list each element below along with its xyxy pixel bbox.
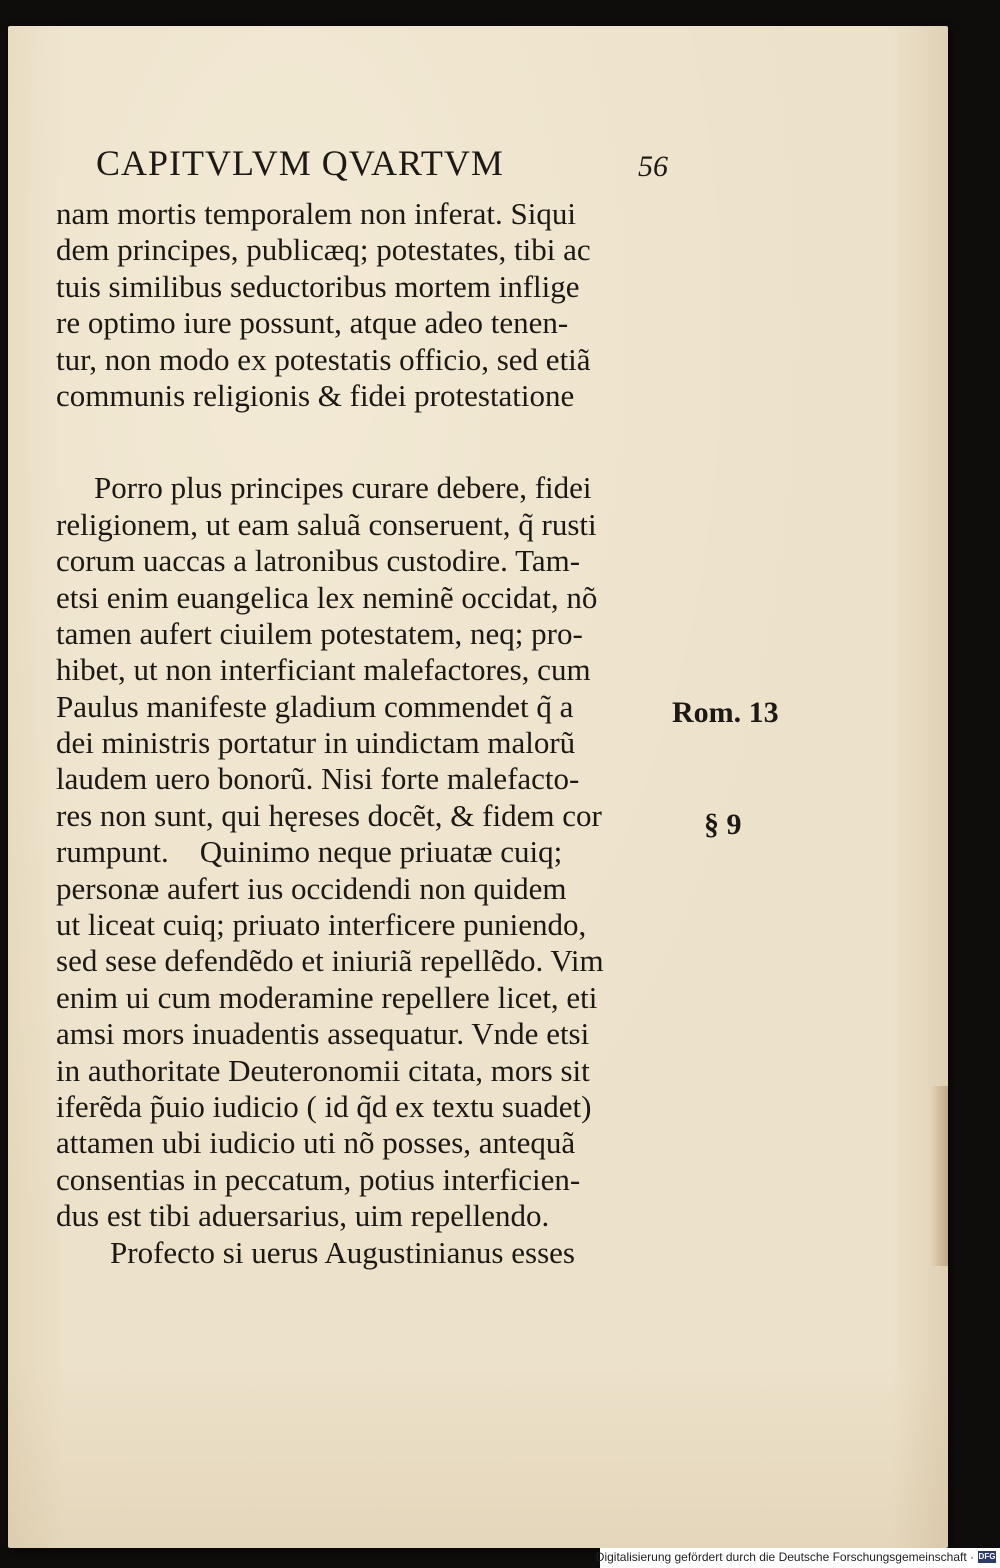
digitization-credit: Digitalisierung gefördert durch die Deutsche Forschungsgemeinschaft · — [595, 1550, 974, 1564]
text-line: communis religionis & fidei protestatione — [56, 377, 575, 413]
text-line: rumpunt. Quinimo neque priuatæ cuiq; — [56, 834, 563, 870]
text-line: enim ui cum moderamine repellere licet, eti — [56, 979, 598, 1015]
text-line: iferẽda p̃uio iudicio ( id q̃d ex textu suadet) — [56, 1088, 592, 1124]
paragraph-gap — [56, 414, 686, 470]
paragraph-1 — [56, 196, 686, 414]
text-line: ut liceat cuiq; priuato interficere puniendo, — [56, 907, 587, 943]
book-page — [8, 26, 948, 1548]
text-line: tur, non modo ex potestatis officio, sed etiã — [56, 341, 591, 377]
page-edge-stain — [930, 1086, 948, 1266]
text-line: Porro plus principes curare debere, fidei — [94, 470, 592, 506]
chapter-title: CAPITVLVM QVARTVM — [96, 143, 504, 183]
page-number: 56 — [638, 150, 668, 183]
text-line: tamen aufert ciuilem potestatem, neq; pro- — [56, 615, 583, 651]
running-header — [96, 142, 686, 188]
text-line: dei ministris portatur in uindictam malorũ — [56, 725, 576, 761]
text-line: Paulus manifeste gladium commendet q̃ a — [56, 688, 574, 724]
text-line: personæ aufert ius occidendi non quidem — [56, 870, 567, 906]
text-line: corum uaccas a latronibus custodire. Tam- — [56, 543, 581, 579]
text-line: dus est tibi aduersarius, uim repellendo. — [56, 1198, 550, 1234]
margin-note-section: § 9 — [704, 808, 742, 841]
text-line: in authoritate Deuteronomii citata, mors sit — [56, 1052, 590, 1088]
text-line: consentias in peccatum, potius interficien- — [56, 1161, 581, 1197]
main-text-block — [56, 196, 686, 1271]
text-line: Profecto si uerus Augustinianus esses — [110, 1234, 575, 1270]
text-line: tuis similibus seductoribus mortem inflige — [56, 268, 580, 304]
text-line: hibet, ut non interficiant malefactores, cum — [56, 652, 591, 688]
margin-note-rom: Rom. 13 — [672, 696, 779, 729]
text-line: nam mortis temporalem non inferat. Siqui — [56, 196, 577, 231]
text-line: re optimo iure possunt, atque adeo tenen- — [56, 305, 569, 341]
text-line: amsi mors inuadentis assequatur. Vnde etsi — [56, 1016, 590, 1052]
text-line: sed sese defendẽdo et iniuriã repellẽdo. Vim — [56, 943, 604, 979]
digitization-credit-bar — [595, 1548, 1000, 1568]
text-line: laudem uero bonorũ. Nisi forte malefacto- — [56, 761, 580, 797]
paragraph-3 — [56, 1235, 686, 1271]
paragraph-2 — [56, 470, 686, 1234]
text-line: etsi enim euangelica lex neminẽ occidat, nõ — [56, 579, 598, 615]
text-line: res non sunt, qui hęreses docẽt, & fidem cor — [56, 797, 602, 833]
text-line: attamen ubi iudicio uti nõ posses, antequã — [56, 1125, 576, 1161]
dfg-logo: DFG — [978, 1552, 996, 1561]
text-line: religionem, ut eam saluã conseruent, q̃ rusti — [56, 506, 597, 542]
text-line: dem principes, publicæq; potestates, tibi ac — [56, 232, 591, 268]
